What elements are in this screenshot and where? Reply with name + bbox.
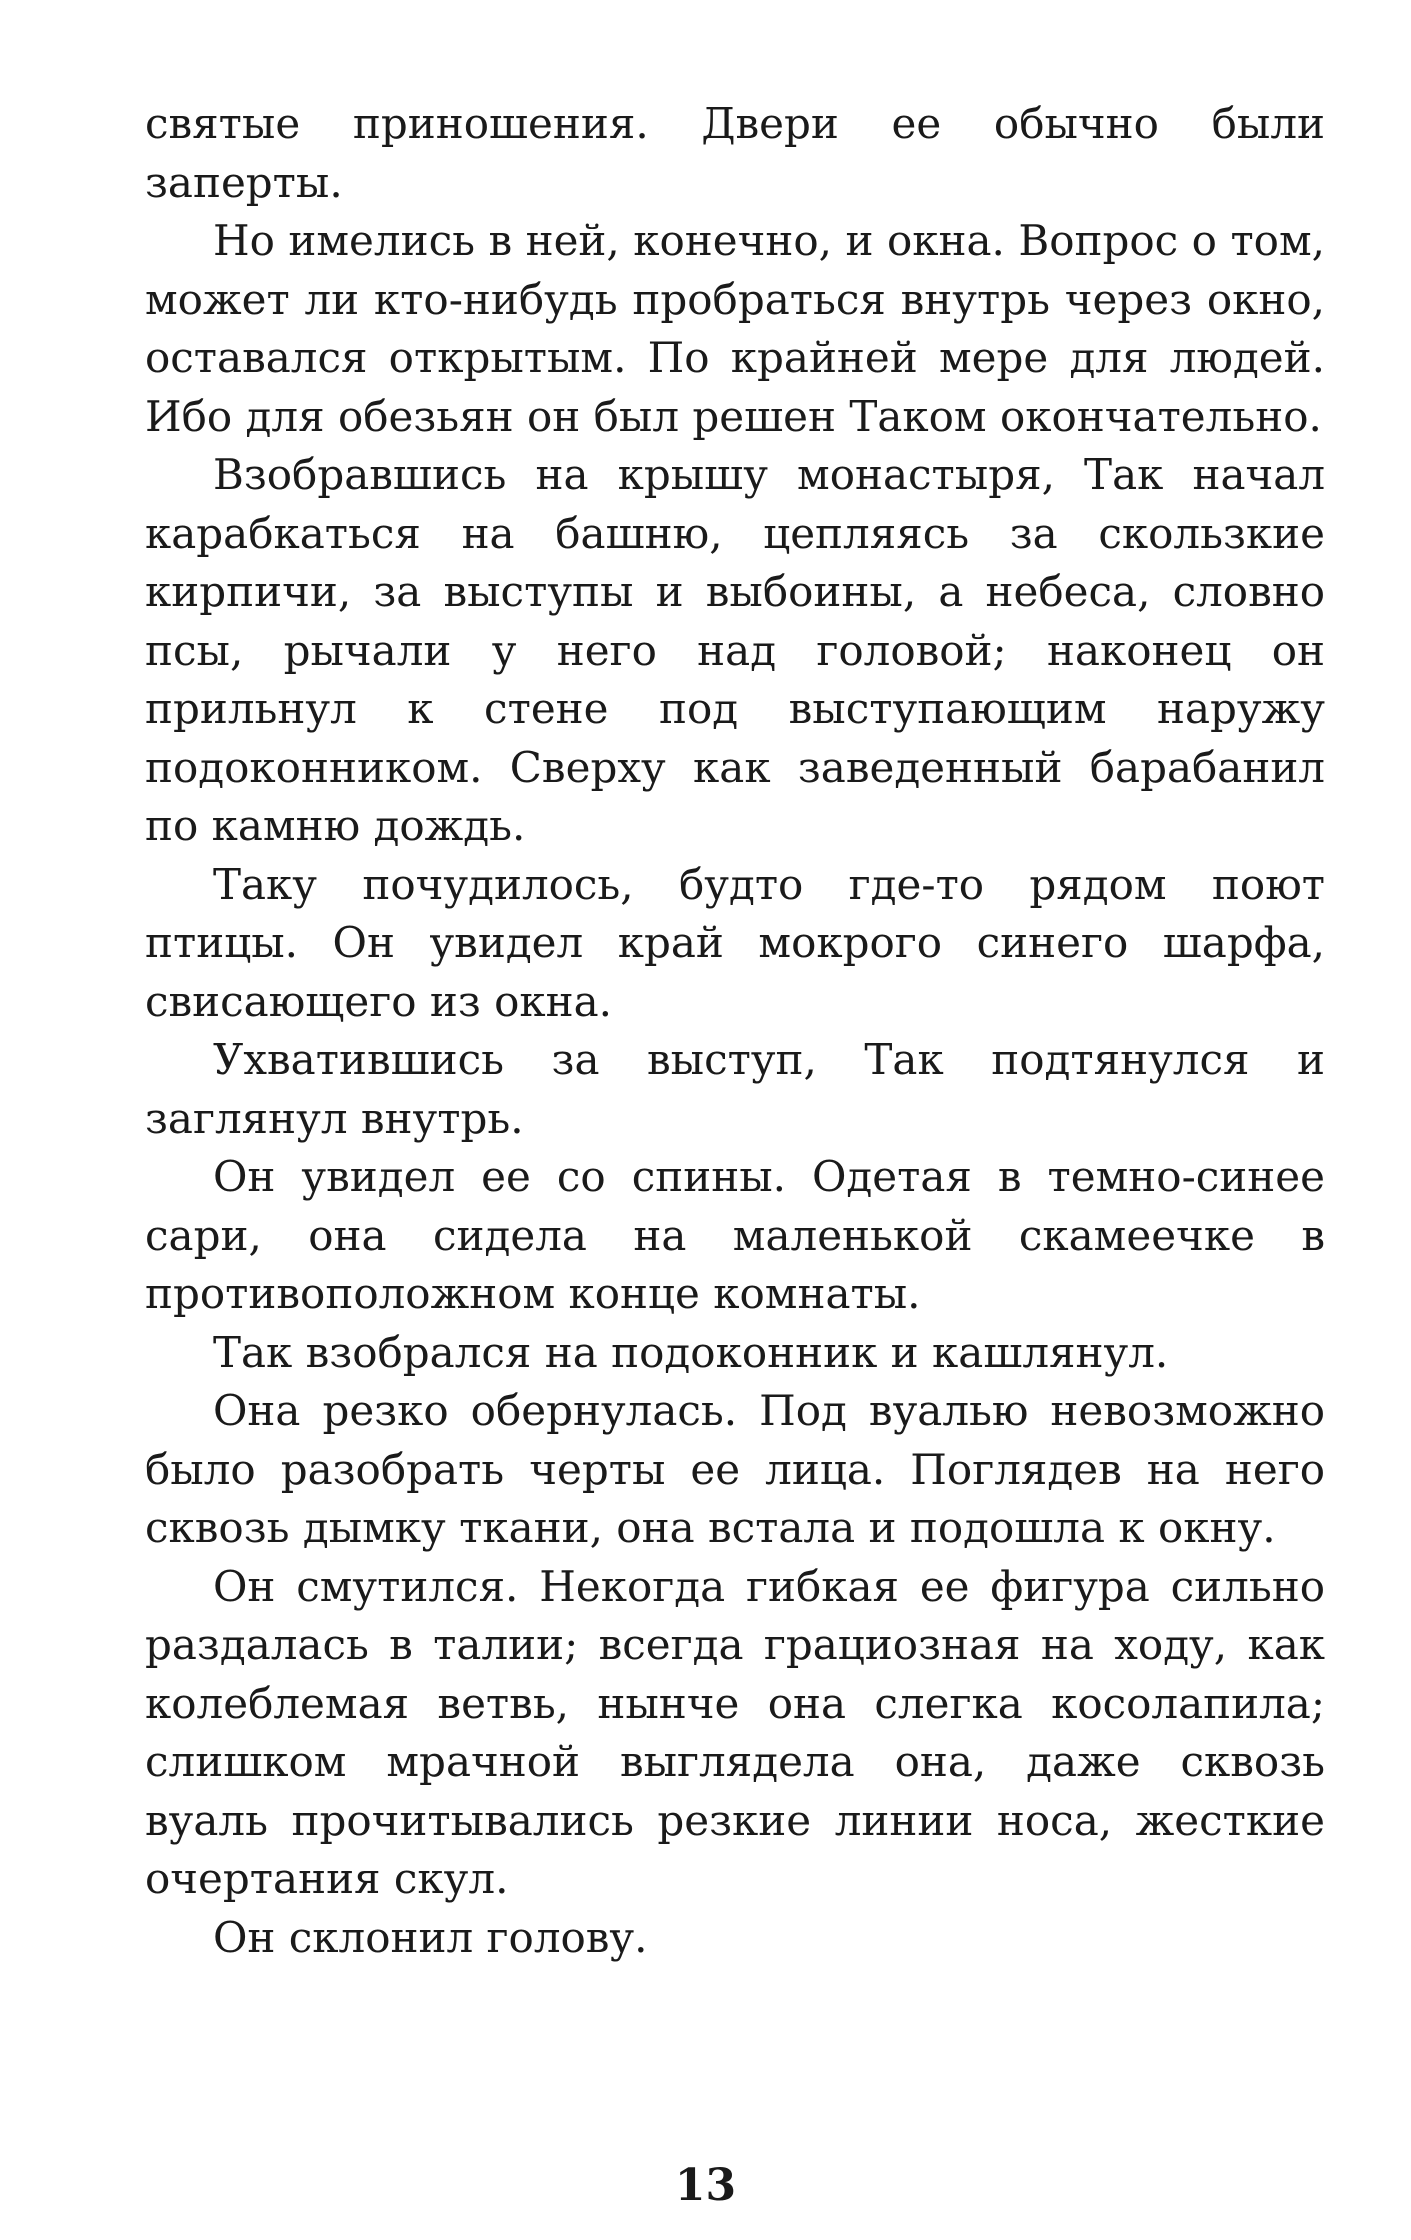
page-number: 13 bbox=[674, 2160, 737, 2211]
paragraph: Она резко обернулась. Под вуалью невозможно было разобрать черты ее лица. Поглядев на него сквозь дымку ткани, она встала и подошла к окну. bbox=[145, 1386, 1325, 1552]
paragraph: святые приношения. Двери ее обычно были заперты. bbox=[145, 99, 1325, 207]
paragraph: Так взобрался на подоконник и кашлянул. bbox=[213, 1327, 1169, 1377]
page-text-block bbox=[145, 95, 1325, 1967]
paragraph: Он склонил голову. bbox=[213, 1912, 648, 1962]
paragraph: Он смутился. Некогда гибкая ее фигура сильно раздалась в талии; всегда грациозная на ходу, как колеблемая ветвь, нынче она слегка косолапила; слишком мрачной выглядела она, даже сквозь вуаль прочитывались резкие линии носа, жесткие очертания скул. bbox=[145, 1561, 1325, 1903]
paragraph: Таку почудилось, будто где-то рядом поют птицы. Он увидел край мокрого синего шарфа, свисающего из окна. bbox=[145, 859, 1325, 1026]
paragraph: Ухватившись за выступ, Так подтянулся и заглянул внутрь. bbox=[145, 1035, 1325, 1143]
paragraph: Но имелись в ней, конечно, и окна. Вопрос о том, может ли кто-нибудь пробраться внутрь через окно, оставался открытым. По крайней мере для людей. Ибо для обезьян он был решен Таком окончательно. bbox=[145, 216, 1325, 441]
paragraph: Он увидел ее со спины. Одетая в темно-синее сари, она сидела на маленькой скамеечке в противоположном конце комнаты. bbox=[145, 1152, 1325, 1318]
paragraph: Взобравшись на крышу монастыря, Так начал карабкаться на башню, цепляясь за скользкие кирпичи, за выступы и выбоины, а небеса, словно псы, рычали у него над головой; наконец он прильнул к стене под выступающим наружу подоконником. Сверху как заведенный барабанил по камню дождь. bbox=[145, 450, 1325, 850]
